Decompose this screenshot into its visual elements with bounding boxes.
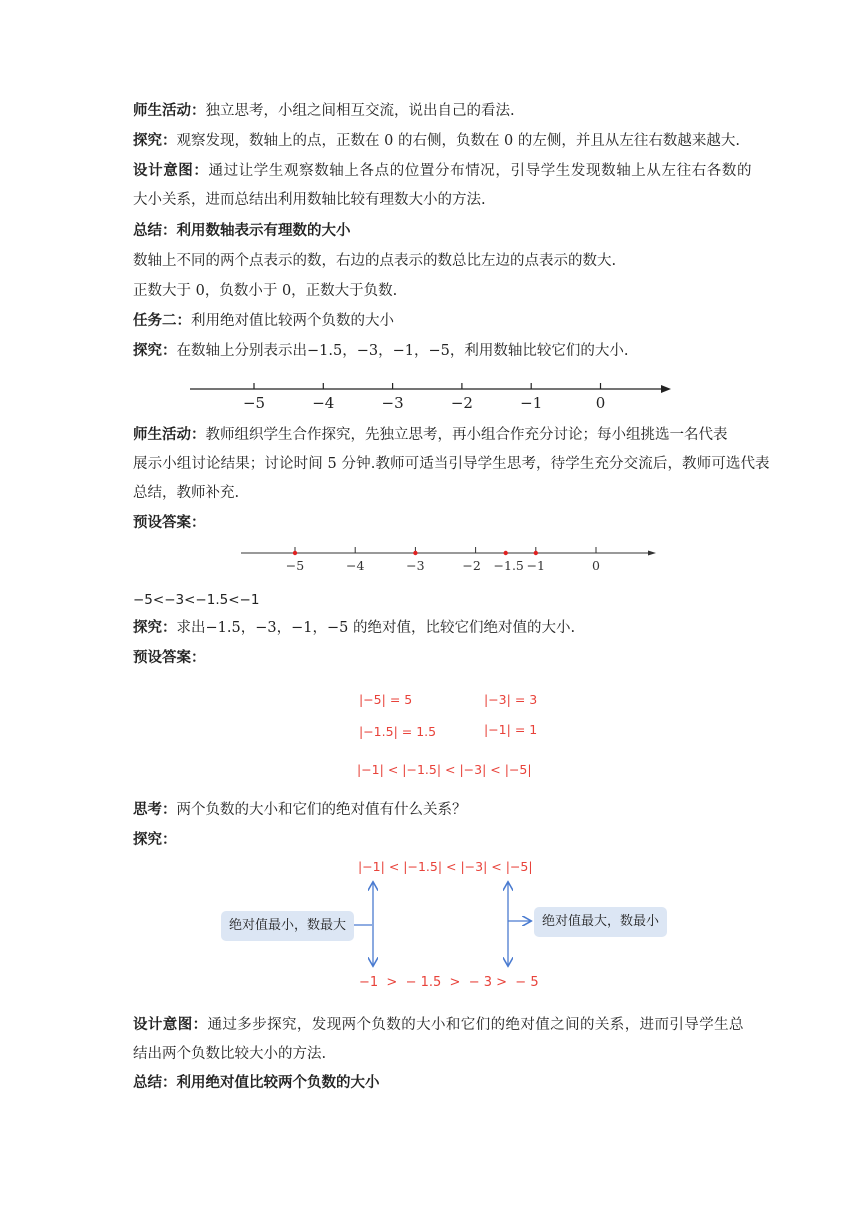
- tick-label-2: −3: [406, 558, 425, 573]
- relation-diagram: [212, 855, 672, 995]
- tick-label-2: −5: [285, 558, 305, 573]
- plotted-point: [504, 551, 508, 555]
- text-explore-one: 在数轴上分别表示出−1.5，−3，−1，−5，利用数轴比较它们的大小.: [176, 343, 629, 359]
- summary-line-2: 正数大于 0，负数小于 0，正数大于负数.: [133, 283, 398, 299]
- design-two-cont: 结出两个负数比较大小的方法.: [133, 1046, 327, 1062]
- tick-label-2: −1: [526, 558, 546, 573]
- paragraph-activity-2-cont2: 总结，教师补充.: [133, 485, 240, 501]
- text-explore: 观察发现，数轴上的点，正数在 0 的右侧，负数在 0 的左侧，并且从左往右数越来越大.: [176, 133, 740, 149]
- label-design-two: 设计意图：: [133, 1017, 208, 1033]
- design-two: [133, 1015, 744, 1035]
- abs-neg-1-5: |−1.5| = 1.5: [359, 724, 437, 739]
- number-line-1: [185, 375, 675, 415]
- explore-two: [133, 618, 575, 638]
- diagram-bottom-chain: −1 > − 1.5 > − 3 > − 5: [359, 975, 539, 990]
- diagram-top-chain: |−1| < |−1.5| < |−3| < |−5|: [358, 859, 533, 874]
- text-think: 两个负数的大小和它们的绝对值有什么关系？: [176, 802, 467, 818]
- tick-label-2: −1.5: [493, 558, 524, 573]
- tick-label-2: 0: [592, 558, 600, 573]
- paragraph-activity-2: [133, 425, 728, 445]
- label-explore-two: 探究：: [133, 620, 177, 636]
- tick-label: −2: [450, 394, 473, 412]
- summary-heading-2: 总结：利用绝对值比较两个负数的大小: [133, 1075, 380, 1091]
- explore-three-label: 探究：: [133, 832, 177, 848]
- text-activity: 独立思考，小组之间相互交流，说出自己的看法.: [205, 103, 515, 119]
- label-design: 设计意图：: [133, 163, 209, 179]
- paragraph-explore: [133, 131, 740, 151]
- label-task-two: 任务二：: [133, 313, 191, 329]
- label-activity-2: 师生活动：: [133, 427, 206, 443]
- label-explore-one: 探究：: [133, 343, 177, 359]
- label-activity: 师生活动：: [133, 103, 206, 119]
- paragraph-activity: [133, 101, 515, 121]
- axis-arrow-2: [648, 551, 656, 556]
- number-line-2: [238, 540, 658, 576]
- think-line: [133, 800, 467, 820]
- paragraph-activity-2-cont: 展示小组讨论结果；讨论时间 5 分钟.教师可适当引导学生思考，待学生充分交流后，教师可选代表: [133, 456, 770, 472]
- plotted-point: [293, 551, 297, 555]
- plotted-point: [413, 551, 417, 555]
- tick-label: −5: [242, 394, 266, 412]
- answer-label-2: 预设答案：: [133, 650, 206, 666]
- plotted-point: [534, 551, 538, 555]
- text-explore-two: 求出−1.5，−3，−1，−5 的绝对值，比较它们绝对值的大小.: [176, 620, 576, 636]
- abs-neg-1: |−1| = 1: [484, 722, 538, 737]
- label-think: 思考：: [133, 802, 177, 818]
- axis-arrow: [661, 385, 671, 393]
- text-design: 通过让学生观察数轴上各点的位置分布情况，引导学生发现数轴上从左往右各数的: [208, 163, 753, 179]
- paragraph-design: [133, 161, 752, 181]
- label-explore: 探究：: [133, 133, 177, 149]
- abs-neg-5: |−5| = 5: [359, 692, 413, 707]
- abs-chain: |−1| < |−1.5| < |−3| < |−5|: [357, 762, 532, 777]
- summary-heading-1: 总结：利用数轴表示有理数的大小: [133, 223, 351, 239]
- tick-label: −3: [381, 394, 404, 412]
- abs-neg-3: |−3| = 3: [484, 692, 538, 707]
- text-task-two: 利用绝对值比较两个负数的大小: [191, 313, 394, 329]
- left-box: 绝对值最小，数最大: [221, 911, 354, 941]
- tick-label-2: −2: [462, 558, 481, 573]
- summary-line-1: 数轴上不同的两个点表示的数，右边的点表示的数总比左边的点表示的数大.: [133, 253, 617, 269]
- paragraph-design-cont: 大小关系，进而总结出利用数轴比较有理数大小的方法.: [133, 192, 486, 208]
- explore-one: [133, 341, 628, 361]
- text-design-two: 通过多步探究，发现两个负数的大小和它们的绝对值之间的关系，进而引导学生总: [207, 1017, 744, 1033]
- task-two: [133, 311, 394, 331]
- text-activity-2: 教师组织学生合作探究，先独立思考，再小组合作充分讨论；每小组挑选一名代表: [205, 427, 728, 443]
- tick-label: −1: [520, 394, 543, 412]
- answer-label-1: 预设答案：: [133, 515, 206, 531]
- tick-label: 0: [595, 394, 606, 412]
- right-box: 绝对值最大，数最小: [534, 907, 667, 937]
- order-line: −5<−3<−1.5<−1: [133, 592, 260, 608]
- tick-label-2: −4: [345, 558, 365, 573]
- tick-label: −4: [312, 394, 335, 412]
